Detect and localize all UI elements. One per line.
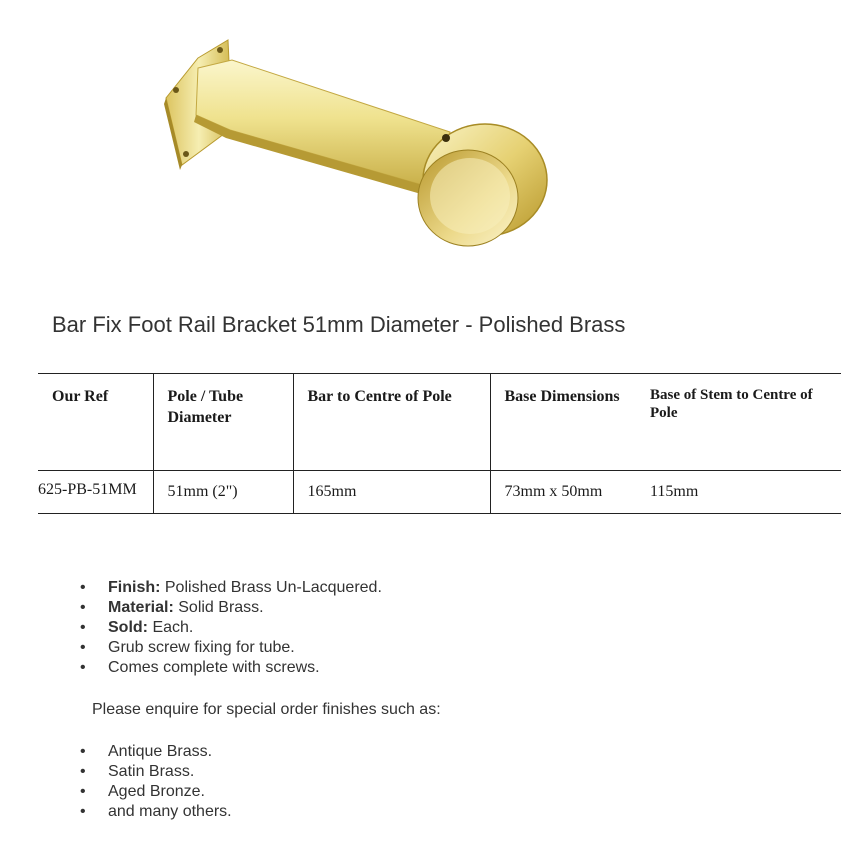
cell-pole-diameter: 51mm (2") (153, 471, 293, 514)
header-pole-diameter: Pole / Tube Diameter (153, 374, 293, 471)
list-item: • Satin Brass. (80, 762, 232, 782)
header-stem-to-centre: Base of Stem to Centre of Pole (642, 374, 841, 471)
list-item: • Finish: Polished Brass Un-Lacquered. (80, 578, 382, 598)
cell-base-dimensions: 73mm x 50mm (490, 471, 642, 514)
cell-stem-to-centre: 115mm (642, 471, 841, 514)
product-image (150, 20, 570, 260)
list-item: • Material: Solid Brass. (80, 598, 382, 618)
cell-our-ref: 625-PB-51MM (38, 471, 153, 514)
enquire-text: Please enquire for special order finishes such as: (92, 701, 441, 718)
list-item: • Sold: Each. (80, 618, 382, 638)
list-item: • Antique Brass. (80, 742, 232, 762)
bracket-arm (194, 60, 450, 198)
list-item: • and many others. (80, 802, 232, 822)
product-title: Bar Fix Foot Rail Bracket 51mm Diameter - Polished Brass (52, 312, 626, 337)
table-header-row (38, 374, 841, 471)
feature-list (80, 578, 382, 678)
spec-table (38, 373, 841, 514)
header-base-dimensions: Base Dimensions (490, 374, 642, 471)
finish-options-list (80, 742, 232, 822)
header-bar-to-centre: Bar to Centre of Pole (293, 374, 490, 471)
header-our-ref: Our Ref (38, 374, 153, 471)
list-item: • Aged Bronze. (80, 782, 232, 802)
cell-bar-to-centre: 165mm (293, 471, 490, 514)
list-item: • Grub screw fixing for tube. (80, 638, 382, 658)
table-row (38, 471, 841, 514)
list-item: • Comes complete with screws. (80, 658, 382, 678)
